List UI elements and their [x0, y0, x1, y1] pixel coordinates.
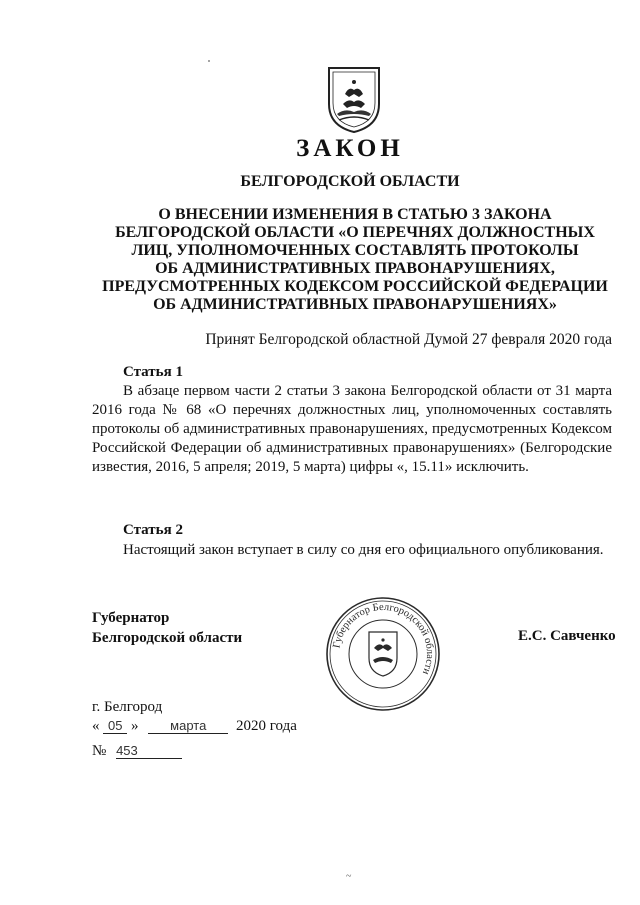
- signatory-title-line: Губернатор: [92, 610, 170, 626]
- signatory-title-line: Белгородской области: [92, 630, 243, 646]
- subject-line: БЕЛГОРОДСКОЙ ОБЛАСТИ «О ПЕРЕЧНЯХ ДОЛЖНОСТНЫХ: [115, 224, 595, 241]
- date-year: 2020 года: [236, 718, 297, 734]
- subject-line: О ВНЕСЕНИИ ИЗМЕНЕНИЯ В СТАТЬЮ 3 ЗАКОНА: [158, 206, 552, 223]
- document-title: ЗАКОН: [296, 135, 404, 162]
- subject-line: ПРЕДУСМОТРЕННЫХ КОДЕКСОМ РОССИЙСКОЙ ФЕДЕРАЦИИ: [102, 278, 608, 295]
- scan-speck: [208, 60, 210, 62]
- document-subject: [100, 206, 610, 314]
- adoption-note: Принят Белгородской областной Думой 27 февраля 2020 года: [205, 331, 612, 348]
- article-2-heading: Статья 2: [123, 522, 183, 538]
- date-quote-open: «: [92, 718, 100, 734]
- seal-text: Губернатор Белгородской области: [331, 601, 436, 677]
- seal-emblem-icon: [369, 632, 397, 676]
- date-quote-close: »: [131, 718, 139, 734]
- coat-of-arms-icon: [325, 64, 383, 134]
- signatory-title: [92, 608, 242, 648]
- date-month: марта: [148, 718, 228, 734]
- subject-line: ОБ АДМИНИСТРАТИВНЫХ ПРАВОНАРУШЕНИЯХ»: [153, 296, 557, 313]
- document-region: БЕЛГОРОДСКОЙ ОБЛАСТИ: [240, 173, 460, 190]
- signatory-name: Е.С. Савченко: [518, 628, 616, 644]
- number-sign: №: [92, 743, 107, 759]
- subject-line: ЛИЦ, УПОЛНОМОЧЕННЫХ СОСТАВЛЯТЬ ПРОТОКОЛЫ: [131, 242, 579, 259]
- article-1-heading: Статья 1: [123, 364, 183, 380]
- number-value: 453: [116, 743, 182, 759]
- article-1-text: В абзаце первом части 2 статьи 3 закона Белгородской области от 31 марта 2016 года № 68 «О перечнях должностных лиц, уполномоченных составлять протоколы об административных правонарушениях, предусмотренных Кодексом Российской Федерации об административных правонарушениях» (Белгородские известия, 2016, 5 апреля; 2019, 5 марта) цифры «, 15.11» исключить.: [92, 383, 612, 475]
- scan-mark: ~: [346, 871, 352, 882]
- official-seal: [325, 596, 441, 712]
- article-2-text: Настоящий закон вступает в силу со дня его официального опубликования.: [123, 542, 604, 558]
- subject-line: ОБ АДМИНИСТРАТИВНЫХ ПРАВОНАРУШЕНИЯХ,: [155, 260, 555, 277]
- law-number: [92, 743, 182, 760]
- signing-date: [92, 718, 297, 735]
- place-of-signing: г. Белгород: [92, 699, 163, 715]
- date-day: 05: [103, 718, 127, 734]
